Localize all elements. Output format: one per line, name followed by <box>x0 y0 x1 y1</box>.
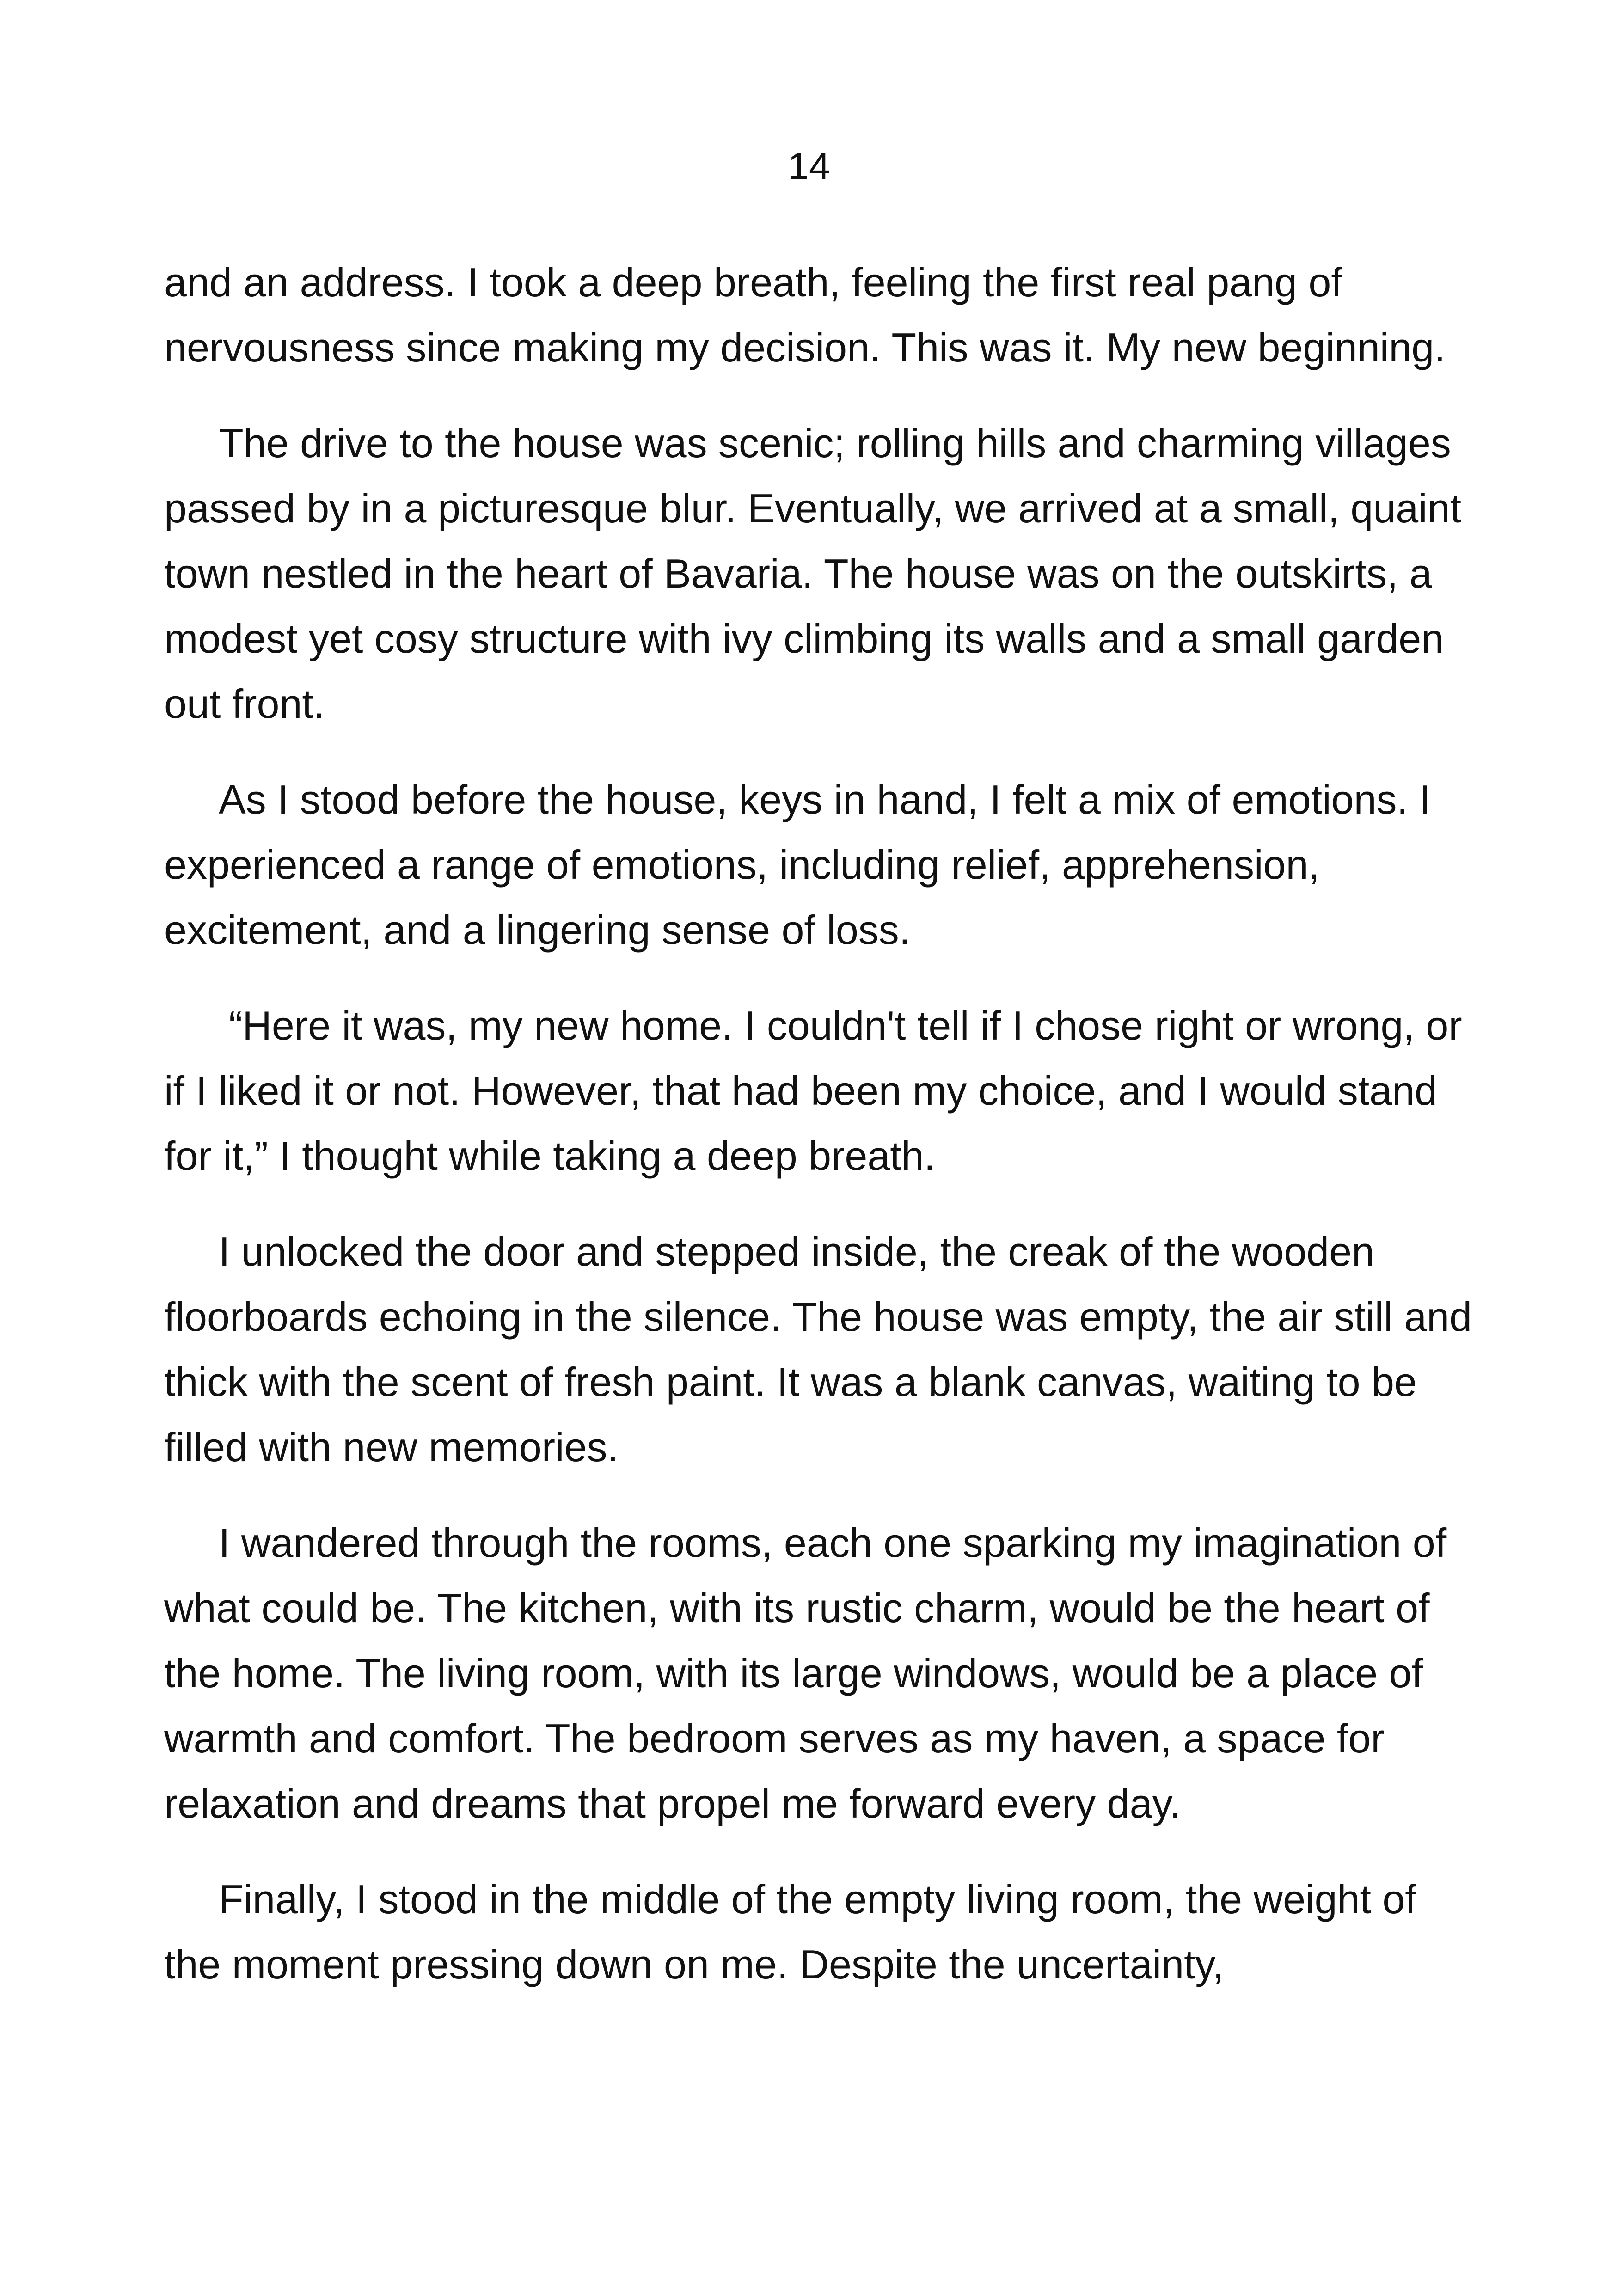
paragraph-4: “Here it was, my new home. I couldn't tell if I chose right or wrong, or if I liked it or not. However, that had been my choice, and I would stand for it,” I thought while taking a deep breath. <box>164 1003 1462 1179</box>
paragraph-5: I unlocked the door and stepped inside, the creak of the wooden floorboards echoing in the silence. The house was empty, the air still and thick with the scent of fresh paint. It was a blank canvas, waiting to be filled with new memories. <box>164 1229 1472 1470</box>
paragraph-6: I wandered through the rooms, each one sparking my imagination of what could be. The kitchen, with its rustic charm, would be the heart of the home. The living room, with its large windows, would be a place of warmth and comfort. The bedroom serves as my haven, a space for relaxation and dreams that propel me forward every day. <box>164 1520 1447 1826</box>
paragraph-1: and an address. I took a deep breath, feeling the first real pang of nervousness since making my decision. This was it. My new beginning. <box>164 259 1446 370</box>
body-text <box>164 250 1472 2027</box>
page-number: 14 <box>788 145 830 187</box>
paragraph-7: Finally, I stood in the middle of the empty living room, the weight of the moment pressing down on me. Despite the uncertainty, <box>164 1876 1416 1987</box>
paragraph-3: As I stood before the house, keys in hand, I felt a mix of emotions. I experienced a range of emotions, including relief, apprehension, excitement, and a lingering sense of loss. <box>164 777 1431 953</box>
paragraph-2: The drive to the house was scenic; rolling hills and charming villages passed by in a picturesque blur. Eventually, we arrived at a small, quaint town nestled in the heart of Bavaria. The house was on the outskirts, a modest yet cosy structure with ivy climbing its walls and a small garden out front. <box>164 420 1462 727</box>
